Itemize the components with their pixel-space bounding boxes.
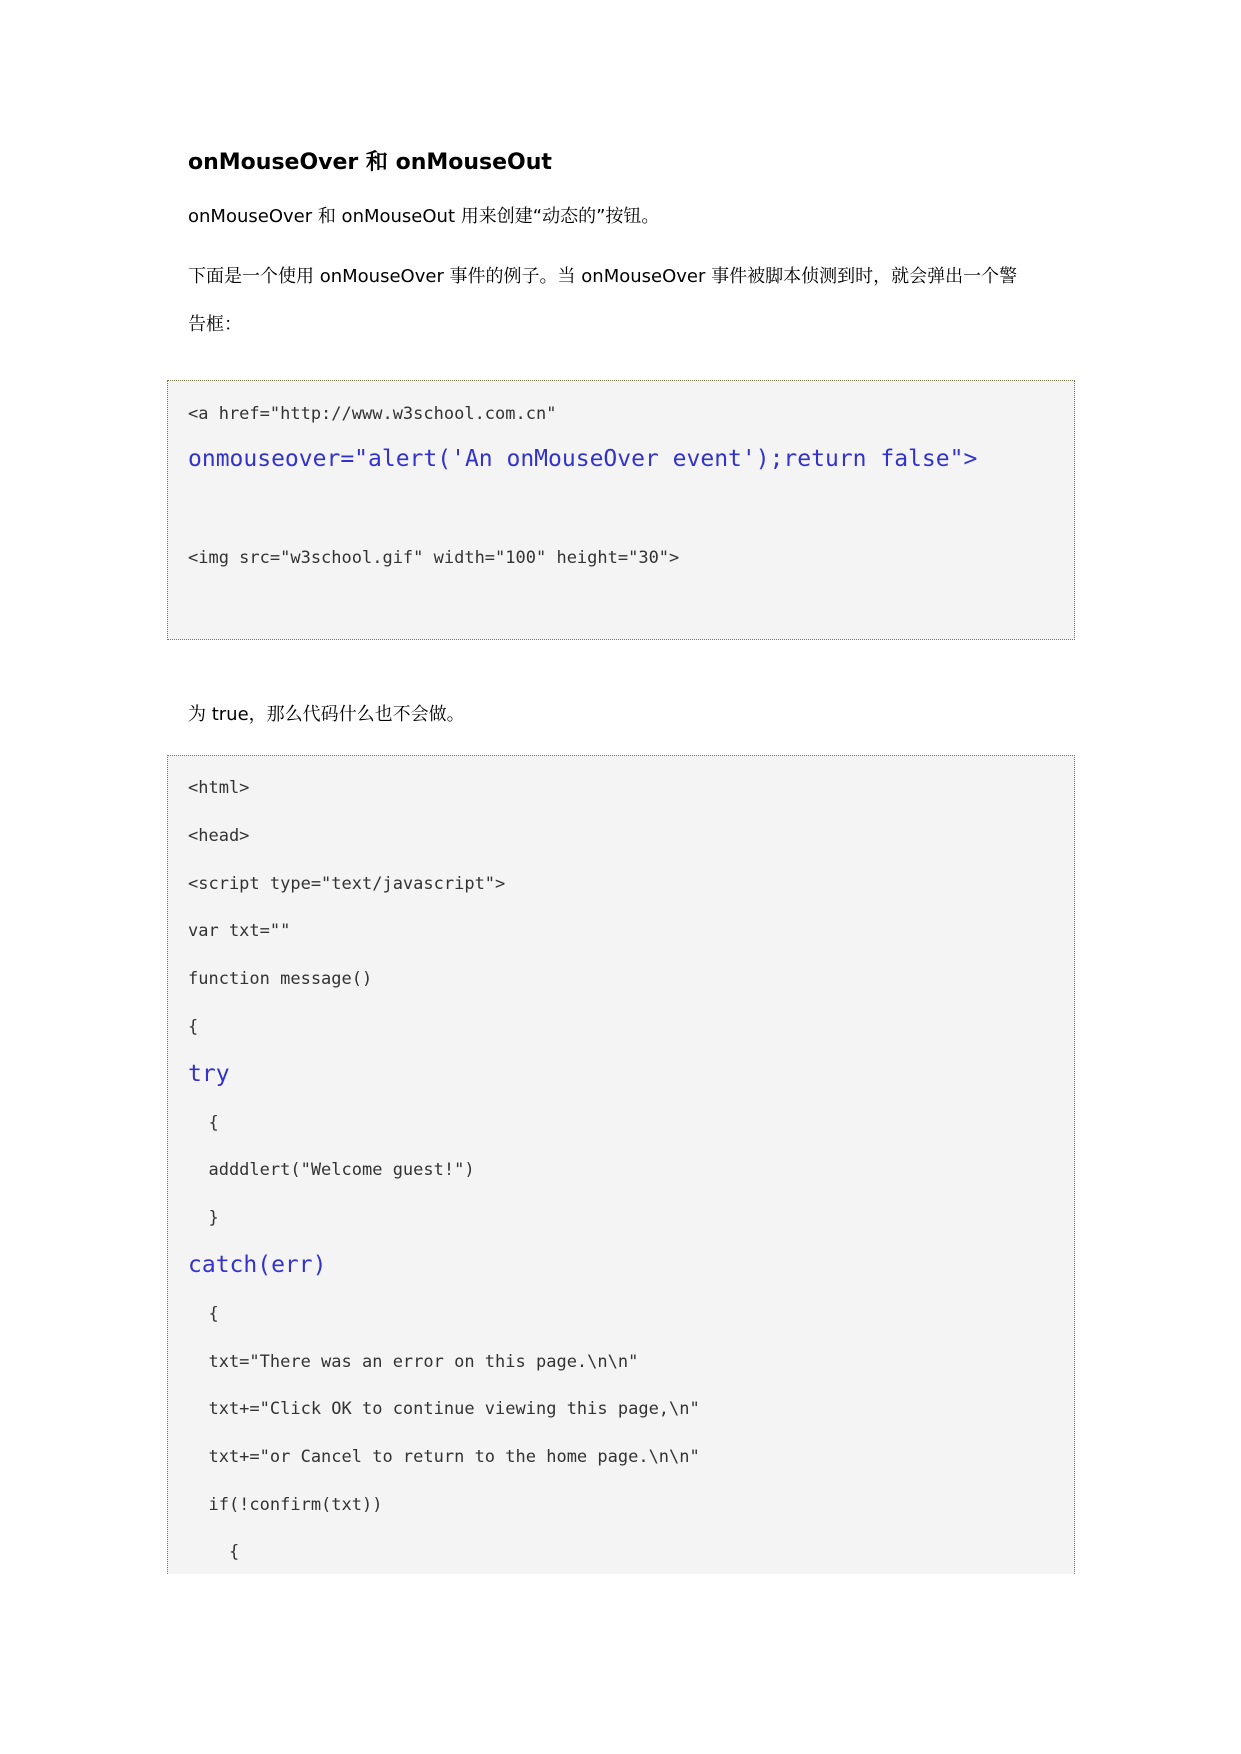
code-line: {: [188, 1542, 240, 1562]
code-line: onmouseover="alert('An onMouseOver event');return false">: [188, 446, 978, 472]
note-paragraph: 为 true，那么代码什么也不会做。: [188, 704, 465, 725]
code-keyword-try: try: [188, 1061, 230, 1087]
code-line: }: [188, 1208, 219, 1228]
code-block-try-catch: [167, 755, 1075, 1574]
code-line: function message(): [188, 969, 373, 989]
example-description-line-1: 下面是一个使用 onMouseOver 事件的例子。当 onMouseOver 事件被脚本侦测到时，就会弹出一个警: [188, 266, 1018, 287]
code-line: var txt="": [188, 921, 291, 941]
intro-paragraph: onMouseOver 和 onMouseOut 用来创建“动态的”按钮。: [188, 206, 660, 227]
code-line: adddlert("Welcome guest!"): [188, 1160, 475, 1180]
code-line: <head>: [188, 826, 250, 846]
code-line: txt+="Click OK to continue viewing this page,\n": [188, 1399, 700, 1419]
section-heading: onMouseOver 和 onMouseOut: [188, 150, 552, 175]
code-keyword-catch: catch(err): [188, 1252, 327, 1278]
code-line: {: [188, 1017, 199, 1037]
code-block-mouseover: [167, 380, 1075, 640]
code-line: txt+="or Cancel to return to the home page.\n\n": [188, 1447, 700, 1467]
code-line: {: [188, 1113, 219, 1133]
code-line: <script type="text/javascript">: [188, 874, 506, 894]
code-line: <html>: [188, 778, 250, 798]
example-description-line-2: 告框：: [188, 314, 242, 335]
code-line: {: [188, 1304, 219, 1324]
code-line: txt="There was an error on this page.\n\n": [188, 1352, 639, 1372]
code-line: if(!confirm(txt)): [188, 1495, 383, 1515]
code-line: <img src="w3school.gif" width="100" height="30">: [188, 548, 680, 568]
code-line: <a href="http://www.w3school.com.cn": [188, 404, 557, 424]
